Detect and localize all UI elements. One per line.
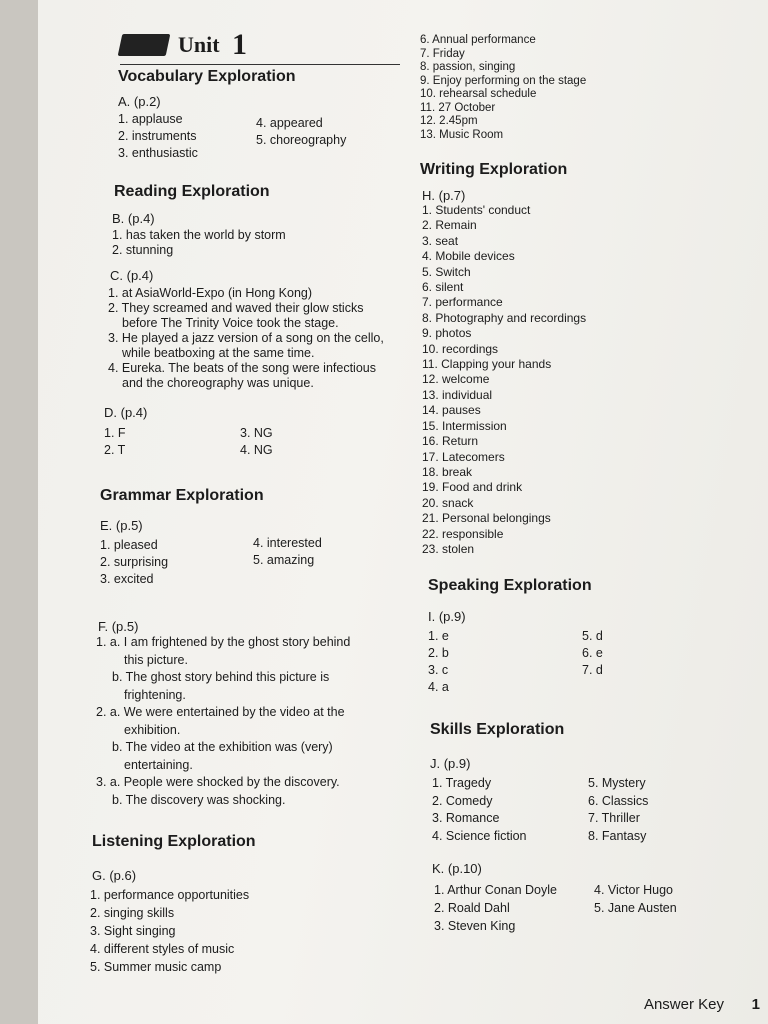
reading-c-items bbox=[108, 286, 384, 391]
list-item: 2. Remain bbox=[422, 218, 477, 233]
list-item: 5. Switch bbox=[422, 264, 471, 279]
list-item: b. The ghost story behind this picture is bbox=[112, 670, 330, 684]
reading-d-col2 bbox=[240, 426, 273, 458]
list-item: 6. Classics bbox=[588, 793, 649, 808]
list-item: before The Trinity Voice took the stage. bbox=[122, 316, 339, 330]
list-item: frightening. bbox=[124, 687, 186, 702]
vocabulary-a-label: A. (p.2) bbox=[118, 94, 161, 109]
list-item: 4. NG bbox=[240, 443, 273, 457]
listening-g-label: G. (p.6) bbox=[92, 868, 137, 883]
list-item: 1. Arthur Conan Doyle bbox=[434, 883, 557, 897]
list-item: 6. e bbox=[582, 646, 603, 660]
list-item: 13. Music Room bbox=[420, 128, 504, 141]
grammar-title: Grammar Exploration bbox=[100, 487, 264, 504]
list-item: 1. applause bbox=[118, 112, 183, 126]
list-item: 11. Clapping your hands bbox=[422, 357, 552, 372]
reading-c-label: C. (p.4) bbox=[110, 268, 154, 283]
speaking-i-label: I. (p.9) bbox=[428, 609, 466, 624]
skills-j-col2 bbox=[588, 775, 648, 845]
list-item: 8. passion, singing bbox=[420, 61, 516, 73]
writing-title: Writing Exploration bbox=[420, 161, 568, 178]
reading-d-col1 bbox=[104, 426, 126, 458]
list-item: 9. Enjoy performing on the stage bbox=[420, 74, 587, 87]
listening-title: Listening Exploration bbox=[92, 833, 256, 850]
list-item: 4. Eureka. The beats of the song were infectious bbox=[108, 361, 376, 375]
list-item: 6. silent bbox=[422, 280, 464, 295]
list-item: 2. T bbox=[104, 443, 126, 457]
writing-h-label: H. (p.7) bbox=[422, 188, 466, 203]
list-item: entertaining. bbox=[124, 757, 193, 772]
list-item: 1. at AsiaWorld-Expo (in Hong Kong) bbox=[108, 286, 313, 300]
list-item: 11. 27 October bbox=[420, 101, 496, 114]
list-item: 1. F bbox=[104, 426, 126, 440]
list-item: 14. pauses bbox=[422, 403, 481, 418]
list-item: 2. singing skills bbox=[90, 906, 175, 920]
unit-header bbox=[120, 30, 400, 65]
list-item: 12. welcome bbox=[422, 372, 490, 387]
list-item: 4. appeared bbox=[256, 116, 323, 130]
answer-key-page bbox=[38, 0, 768, 1024]
speaking-title: Speaking Exploration bbox=[428, 577, 592, 594]
skills-j-label: J. (p.9) bbox=[430, 756, 471, 771]
list-item: exhibition. bbox=[124, 722, 181, 737]
list-item: 7. performance bbox=[422, 295, 503, 310]
list-item: 15. Intermission bbox=[422, 418, 507, 433]
list-item: 1. Students' conduct bbox=[422, 203, 531, 217]
list-item: 5. amazing bbox=[253, 553, 315, 567]
list-item: 8. Photography and recordings bbox=[422, 310, 587, 325]
list-item: 10. rehearsal schedule bbox=[420, 88, 537, 100]
list-item: 5. d bbox=[582, 629, 603, 643]
list-item: 2. Roald Dahl bbox=[434, 901, 510, 915]
list-item: b. The video at the exhibition was (very) bbox=[112, 740, 333, 754]
reading-title: Reading Exploration bbox=[114, 183, 270, 200]
reading-d-label: D. (p.4) bbox=[104, 405, 148, 420]
list-item: 1. Tragedy bbox=[432, 776, 492, 790]
list-item: 1. has taken the world by storm bbox=[112, 228, 286, 242]
list-item: 1. performance opportunities bbox=[90, 888, 250, 902]
unit-number: 1 bbox=[232, 28, 247, 61]
list-item: 2. instruments bbox=[118, 129, 197, 143]
list-item: 7. Thriller bbox=[588, 811, 640, 825]
speaking-i-col1 bbox=[428, 628, 449, 696]
list-item: 8. Fantasy bbox=[588, 828, 647, 843]
list-item: 1. pleased bbox=[100, 538, 158, 552]
footer-label: Answer Key bbox=[643, 996, 724, 1013]
list-item: 4. interested bbox=[253, 536, 322, 550]
list-item: 9. photos bbox=[422, 326, 472, 341]
list-item: 7. d bbox=[582, 663, 603, 677]
skills-k-col2 bbox=[594, 881, 677, 917]
list-item: 2. b bbox=[428, 646, 449, 660]
reading-b-label: B. (p.4) bbox=[112, 211, 155, 226]
list-item: 19. Food and drink bbox=[422, 480, 523, 495]
list-item: 4. Science fiction bbox=[432, 828, 527, 843]
list-item: 4. a bbox=[428, 680, 449, 694]
vocabulary-title: Vocabulary Exploration bbox=[118, 68, 296, 85]
list-item: 12. 2.45pm bbox=[420, 115, 478, 127]
list-item: 3. a. People were shocked by the discovery. bbox=[96, 775, 340, 789]
list-item: 13. individual bbox=[422, 387, 493, 402]
list-item: 3. He played a jazz version of a song on the cello, bbox=[108, 331, 384, 345]
grammar-e-label: E. (p.5) bbox=[100, 518, 143, 533]
unit-word: Unit bbox=[178, 32, 220, 57]
list-item: 3. NG bbox=[240, 426, 273, 440]
list-item: 6. Annual performance bbox=[420, 34, 536, 46]
list-item: 16. Return bbox=[422, 434, 479, 449]
vocabulary-a-col2 bbox=[256, 116, 346, 148]
list-item: 5. Mystery bbox=[588, 776, 646, 790]
grammar-e-col1 bbox=[100, 538, 168, 587]
list-item: 5. Summer music camp bbox=[90, 960, 222, 974]
skills-title: Skills Exploration bbox=[430, 721, 565, 738]
list-item: 2. They screamed and waved their glow sticks bbox=[108, 301, 364, 315]
skills-k-label: K. (p.10) bbox=[432, 861, 482, 876]
list-item: 4. Victor Hugo bbox=[594, 883, 673, 897]
listening-g-continued bbox=[420, 34, 586, 142]
list-item: 1. e bbox=[428, 629, 449, 643]
list-item: 23. stolen bbox=[422, 541, 475, 556]
list-item: 18. break bbox=[422, 464, 473, 479]
listening-g-items bbox=[90, 886, 249, 976]
list-item: 3. c bbox=[428, 663, 449, 677]
list-item: 5. choreography bbox=[256, 133, 347, 147]
unit-banner-icon bbox=[118, 34, 171, 56]
speaking-i-col2 bbox=[582, 628, 603, 679]
list-item: 3. Romance bbox=[432, 811, 500, 825]
list-item: 20. snack bbox=[422, 495, 474, 510]
list-item: 3. excited bbox=[100, 572, 154, 586]
list-item: 4. Mobile devices bbox=[422, 249, 515, 264]
list-item: 5. Jane Austen bbox=[594, 901, 677, 915]
list-item: 3. Steven King bbox=[434, 919, 516, 933]
list-item: 3. seat bbox=[422, 233, 459, 248]
skills-j-col1 bbox=[432, 775, 527, 845]
list-item: 10. recordings bbox=[422, 341, 499, 356]
grammar-f-items bbox=[96, 634, 350, 809]
vocabulary-a-col1 bbox=[118, 112, 198, 161]
writing-h-items bbox=[422, 203, 586, 557]
list-item: 1. a. I am frightened by the ghost story behind bbox=[96, 635, 351, 649]
list-item: 22. responsible bbox=[422, 526, 504, 541]
list-item: b. The discovery was shocking. bbox=[112, 792, 286, 807]
list-item: 2. stunning bbox=[112, 243, 174, 257]
list-item: 2. surprising bbox=[100, 555, 169, 569]
page-number: 1 bbox=[751, 996, 760, 1013]
reading-b-items bbox=[112, 228, 286, 258]
list-item: 3. enthusiastic bbox=[118, 146, 198, 160]
grammar-f-label: F. (p.5) bbox=[98, 619, 139, 634]
list-item: 3. Sight singing bbox=[90, 924, 176, 938]
list-item: 4. different styles of music bbox=[90, 942, 235, 956]
grammar-e-col2 bbox=[253, 536, 322, 568]
list-item: 2. a. We were entertained by the video at the bbox=[96, 705, 345, 719]
list-item: and the choreography was unique. bbox=[122, 376, 314, 390]
list-item: while beatboxing at the same time. bbox=[122, 346, 315, 360]
list-item: 17. Latecomers bbox=[422, 449, 505, 464]
list-item: 21. Personal belongings bbox=[422, 511, 551, 526]
list-item: 2. Comedy bbox=[432, 793, 493, 808]
list-item: 7. Friday bbox=[420, 47, 465, 60]
list-item: this picture. bbox=[124, 652, 188, 667]
skills-k-col1 bbox=[434, 881, 557, 935]
